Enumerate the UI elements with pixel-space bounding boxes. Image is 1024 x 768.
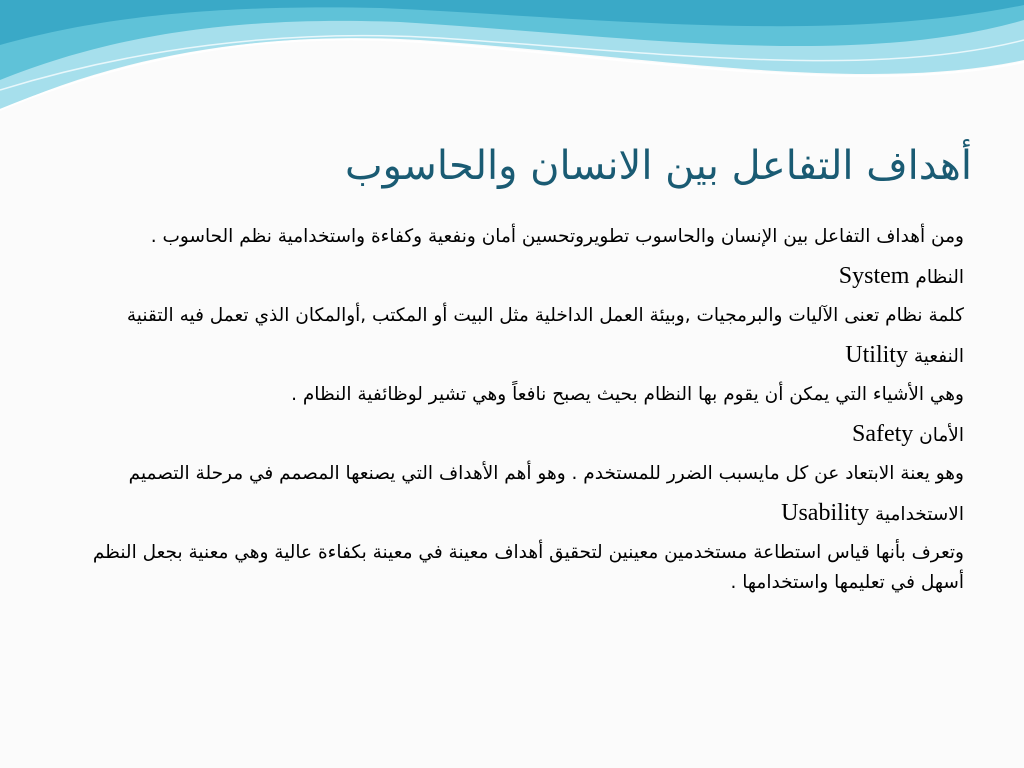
system-heading-ar: النظام	[915, 267, 964, 288]
safety-heading	[64, 417, 964, 453]
usability-paragraph: وتعرف بأنها قياس استطاعة مستخدمين معينين لتحقيق أهداف معينة في معينة بكفاءة عالية وهي معنية بجعل النظم أسهل في تعليمها واستخدامها .	[92, 542, 964, 593]
usability-heading	[64, 496, 964, 532]
safety-heading-en: Safety	[851, 421, 914, 447]
utility-heading-en: Utility	[845, 342, 908, 368]
system-heading	[64, 259, 964, 295]
intro-paragraph: ومن أهداف التفاعل بين الإنسان والحاسوب تطويروتحسين أمان ونفعية وكفاءة واستخدامية نظم الحاسوب .	[150, 226, 964, 247]
system-paragraph: كلمة نظام تعنى الآليات والبرمجيات ,وبيئة العمل الداخلية مثل البيت أو المكتب ,أوالمكان الذي تعمل فيه التقنية	[126, 305, 964, 326]
slide-body	[64, 222, 964, 605]
safety-paragraph: وهو يعنة الابتعاد عن كل مايسبب الضرر للمستخدم . وهو أهم الأهداف التي يصنعها المصمم في مرحلة التصميم	[128, 463, 964, 484]
utility-paragraph: وهي الأشياء التي يمكن أن يقوم بها النظام بحيث يصبح نافعاً وهي تشير لوظائفية النظام .	[291, 384, 964, 405]
system-heading-en: System	[838, 263, 910, 289]
utility-heading	[64, 338, 964, 374]
safety-heading-ar: الأمان	[919, 425, 964, 446]
header-wave-decoration	[0, 0, 1024, 130]
usability-heading-en: Usability	[781, 500, 870, 526]
slide-title: أهداف التفاعل بين الانسان والحاسوب	[344, 143, 972, 189]
utility-heading-ar: النفعية	[913, 346, 964, 367]
usability-heading-ar: الاستخدامية	[875, 504, 964, 525]
